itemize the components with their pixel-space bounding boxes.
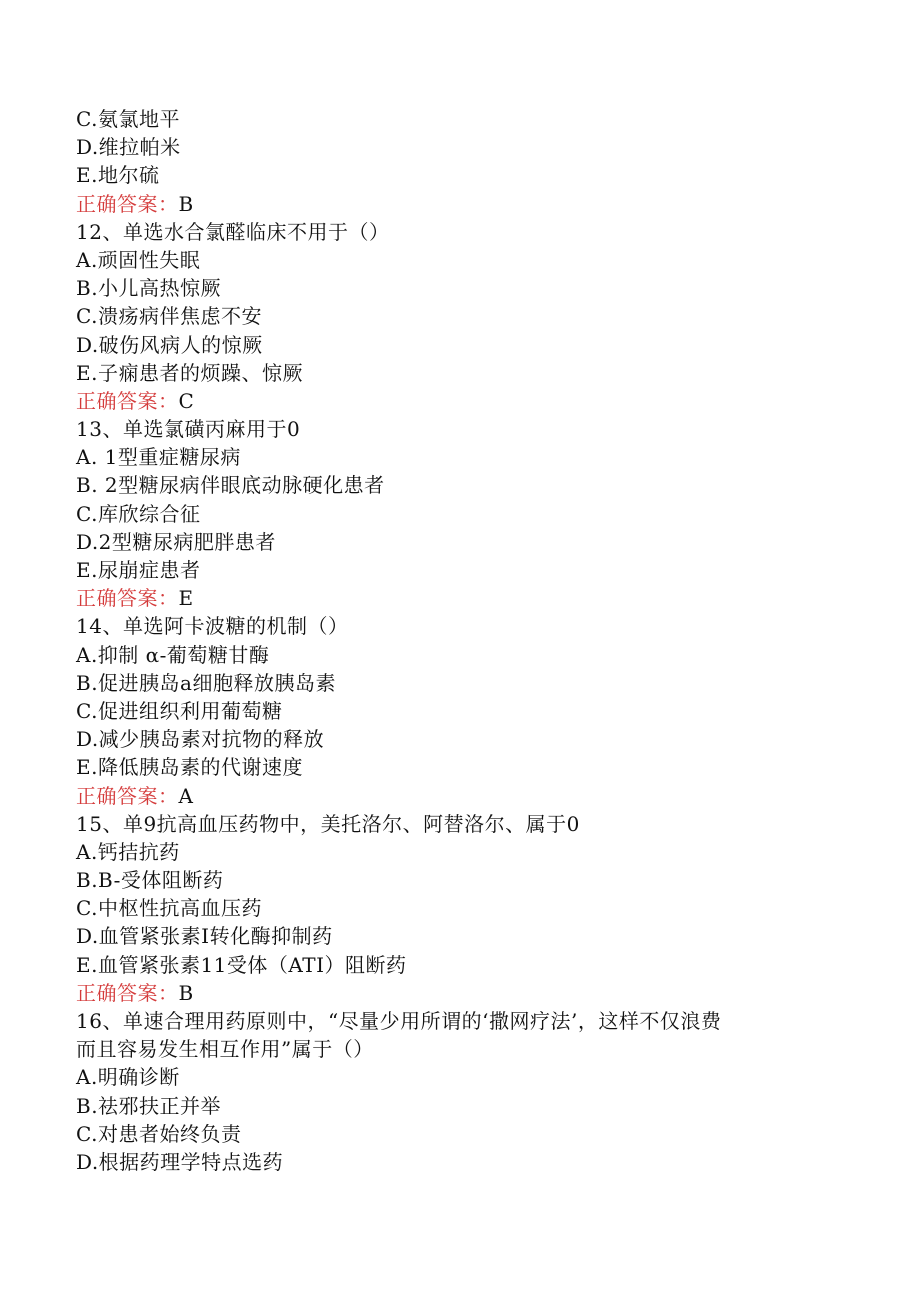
option-line: D.血管紧张素I转化酶抑制药	[76, 924, 333, 949]
answer-label: 正确答案：	[76, 191, 179, 216]
option-line: D.2型糖尿病肥胖患者	[76, 529, 276, 554]
answer-label: 正确答案：	[76, 388, 179, 413]
question-line: 12、单选水合氯醛临床不用于（）	[76, 219, 390, 244]
answer-label: 正确答案：	[76, 980, 179, 1005]
option-line: A. 1型重症糖尿病	[76, 445, 241, 470]
option-line: C.氨氯地平	[76, 107, 180, 131]
option-line: B.促进胰岛a细胞释放胰岛素	[76, 670, 336, 695]
answer-line	[76, 782, 876, 810]
document-page	[76, 105, 876, 1176]
option-line: E.子痫患者的烦躁、惊厥	[76, 360, 303, 385]
answer-line	[76, 979, 876, 1007]
option-line: C.库欣综合征	[76, 501, 201, 526]
answer-line	[76, 190, 876, 218]
answer-value: E	[178, 586, 194, 611]
answer-value: B	[178, 191, 194, 216]
option-line: B.B-受体阻断药	[76, 868, 224, 893]
answer-line	[76, 387, 876, 415]
option-line: E.尿崩症患者	[76, 558, 201, 582]
option-line: D.维拉帕米	[76, 135, 181, 160]
option-line: E.降低胰岛素的代谢速度	[76, 755, 303, 780]
option-line: D.破伤风病人的惊厥	[76, 332, 263, 357]
option-line: B. 2型糖尿病伴眼底动脉硬化患者	[76, 473, 385, 498]
question-line: 13、单选氯磺丙麻用于0	[76, 417, 301, 442]
option-line: C.对患者始终负责	[76, 1121, 242, 1146]
answer-value: B	[178, 980, 194, 1005]
answer-label: 正确答案：	[76, 783, 179, 808]
option-line: B.祛邪扶正并举	[76, 1093, 222, 1118]
answer-line	[76, 584, 876, 612]
option-line: A.顽固性失眠	[76, 247, 201, 272]
option-line: B.小儿高热惊厥	[76, 276, 222, 301]
option-line: C.溃疡病伴焦虑不安	[76, 304, 262, 329]
option-line: E.地尔硫	[76, 163, 160, 188]
answer-value: C	[178, 388, 195, 413]
question-line: 15、单9抗高血压药物中，美托洛尔、阿替洛尔、属于0	[76, 811, 580, 836]
answer-value: A	[178, 783, 194, 808]
option-line: A.明确诊断	[76, 1065, 180, 1090]
option-line: D.减少胰岛素对抗物的释放	[76, 727, 325, 752]
option-line: A.抑制 α-葡萄糖甘酶	[76, 642, 270, 667]
question-line: 16、单速合理用药原则中，“尽量少用所谓的‘撒网疗法’，这样不仅浪费	[76, 1009, 722, 1033]
option-line: C.中枢性抗高血压药	[76, 896, 262, 921]
option-line: D.根据药理学特点选药	[76, 1149, 284, 1174]
question-line: 而且容易发生相互作用”属于（）	[76, 1037, 374, 1062]
question-line: 14、单选阿卡波糖的机制（）	[76, 614, 349, 639]
option-line: A.钙拮抗药	[76, 839, 180, 864]
option-line: E.血管紧张素11受体（ATI）阻断药	[76, 952, 407, 977]
answer-label: 正确答案：	[76, 586, 179, 611]
option-line: C.促进组织利用葡萄糖	[76, 698, 283, 723]
